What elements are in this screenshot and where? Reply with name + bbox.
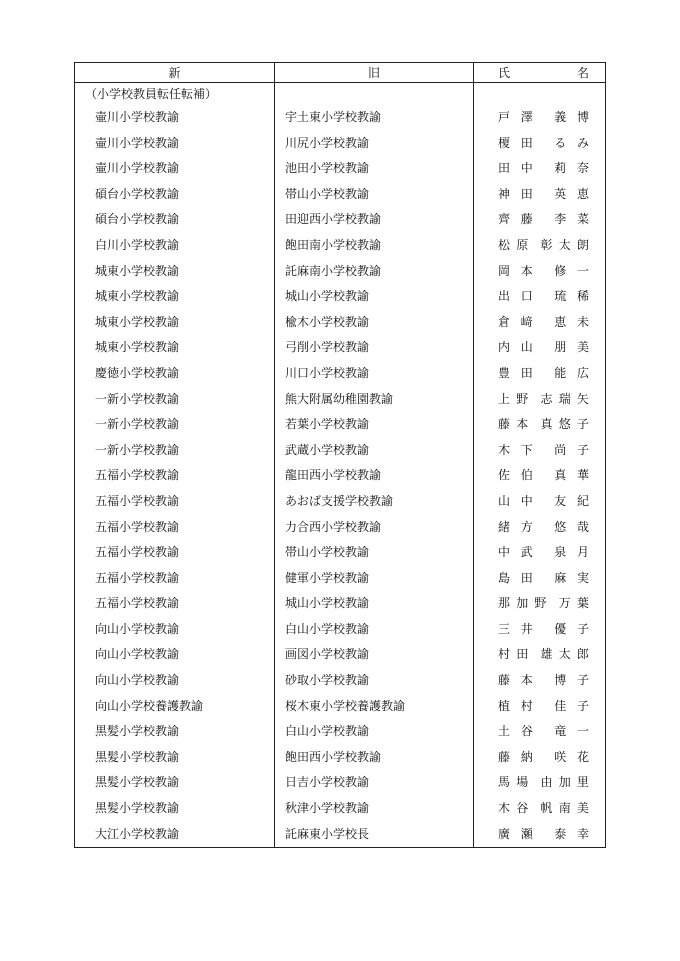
name-char: 出 <box>498 289 511 304</box>
new-position: 一新小学校教諭 <box>75 387 275 413</box>
name-char: 真 <box>554 468 567 483</box>
person-name <box>474 463 606 489</box>
table-row <box>75 105 606 131</box>
old-position: あおば支援学校教諭 <box>275 489 474 515</box>
name-char: 莉 <box>554 161 567 176</box>
table-row <box>75 412 606 438</box>
person-name <box>474 540 606 566</box>
new-position: 黒髪小学校教諭 <box>75 770 275 796</box>
table-row <box>75 131 606 157</box>
name-char: 中 <box>498 545 511 560</box>
person-name <box>474 207 606 233</box>
person-name-characters <box>498 131 589 157</box>
name-char: 戸 <box>498 110 511 124</box>
name-char: 悠 <box>554 519 567 534</box>
name-char: 博 <box>576 110 589 124</box>
name-char: 義 <box>554 110 567 124</box>
name-char: 朋 <box>554 340 567 355</box>
new-position: 一新小学校教諭 <box>75 438 275 464</box>
name-char: 藤 <box>498 673 511 688</box>
person-name-characters <box>498 822 589 848</box>
new-position: 向山小学校教諭 <box>75 642 275 668</box>
name-char: 子 <box>576 621 589 636</box>
name-char: 﨑 <box>520 314 533 329</box>
name-char: 瀬 <box>520 826 533 841</box>
person-name-characters <box>498 489 589 515</box>
name-char: 咲 <box>554 749 567 764</box>
name-char: 齊 <box>498 212 511 227</box>
name-char: 彰 <box>540 237 553 252</box>
name-char: 未 <box>576 314 589 329</box>
table-row <box>75 463 606 489</box>
new-position: 碩台小学校教諭 <box>75 182 275 208</box>
new-position: 五福小学校教諭 <box>75 515 275 541</box>
person-name-characters <box>498 617 589 643</box>
person-name <box>474 566 606 592</box>
new-position: 黒髪小学校教諭 <box>75 745 275 771</box>
name-char: 山 <box>498 493 511 508</box>
person-name-characters <box>498 105 589 131</box>
old-position: 弓削小学校教諭 <box>275 335 474 361</box>
new-position: 城東小学校教諭 <box>75 335 275 361</box>
person-name <box>474 233 606 259</box>
new-position: 壷川小学校教諭 <box>75 105 275 131</box>
name-char: 奈 <box>576 161 589 176</box>
person-name <box>474 284 606 310</box>
table-row <box>75 515 606 541</box>
header-old: 旧 <box>275 63 474 83</box>
name-char: 豊 <box>498 365 511 380</box>
new-position: 向山小学校養護教諭 <box>75 694 275 720</box>
name-char: 本 <box>520 673 533 688</box>
person-name <box>474 642 606 668</box>
old-position: 宇土東小学校教諭 <box>275 105 474 131</box>
name-char: 志 <box>540 391 553 406</box>
name-char: 田 <box>520 135 533 150</box>
name-char: 幸 <box>576 826 589 841</box>
name-char: 田 <box>520 365 533 380</box>
name-char: 能 <box>554 365 567 380</box>
name-char: 緒 <box>498 519 511 534</box>
name-char: 下 <box>520 442 533 457</box>
name-char: 谷 <box>520 724 533 739</box>
name-char: 泉 <box>554 545 567 560</box>
name-char: 郎 <box>576 647 589 662</box>
old-position: 力合西小学校教諭 <box>275 515 474 541</box>
person-name-characters <box>498 156 589 182</box>
header-name-char: 名 <box>576 66 589 80</box>
name-char: 榎 <box>498 135 511 150</box>
name-char: 土 <box>498 724 511 739</box>
name-char: 加 <box>558 775 571 790</box>
person-name-characters <box>498 515 589 541</box>
person-name-characters <box>498 668 589 694</box>
old-position: 若葉小学校教諭 <box>275 412 474 438</box>
name-char: 木 <box>498 442 511 457</box>
name-char: 恵 <box>576 186 589 201</box>
header-name-char: 氏 <box>498 66 511 80</box>
name-char: 菜 <box>576 212 589 227</box>
name-char: 朗 <box>576 237 589 252</box>
name-char: 修 <box>554 263 567 278</box>
name-char: 田 <box>520 570 533 585</box>
table-row <box>75 310 606 336</box>
table-row <box>75 745 606 771</box>
name-char: 子 <box>576 673 589 688</box>
table-row <box>75 156 606 182</box>
person-name-characters <box>498 719 589 745</box>
person-name-characters <box>498 694 589 720</box>
table-row <box>75 182 606 208</box>
new-position: 大江小学校教諭 <box>75 822 275 848</box>
old-position: 飽田西小学校教諭 <box>275 745 474 771</box>
old-position: 池田小学校教諭 <box>275 156 474 182</box>
name-char: 植 <box>498 698 511 713</box>
new-position: 城東小学校教諭 <box>75 284 275 310</box>
new-position: 向山小学校教諭 <box>75 617 275 643</box>
name-char: 三 <box>498 621 511 636</box>
name-char: 稀 <box>576 289 589 304</box>
new-position: 黒髪小学校教諭 <box>75 796 275 822</box>
old-position: 龍田西小学校教諭 <box>275 463 474 489</box>
name-char: 尚 <box>554 442 567 457</box>
name-char: 佐 <box>498 468 511 483</box>
old-position: 託麻東小学校長 <box>275 822 474 848</box>
old-position: 川尻小学校教諭 <box>275 131 474 157</box>
person-name <box>474 412 606 438</box>
name-char: 村 <box>520 698 533 713</box>
name-char: 佳 <box>554 698 567 713</box>
person-name-characters <box>498 361 589 387</box>
person-name <box>474 489 606 515</box>
person-name-characters <box>498 591 589 617</box>
name-char: 子 <box>576 442 589 457</box>
name-char: 太 <box>558 237 571 252</box>
name-char: 月 <box>576 545 589 560</box>
person-name-characters <box>498 566 589 592</box>
old-position: 帯山小学校教諭 <box>275 540 474 566</box>
name-char: 木 <box>498 801 511 816</box>
section-row <box>75 83 606 106</box>
name-char: 由 <box>540 775 553 790</box>
old-position: 城山小学校教諭 <box>275 284 474 310</box>
person-name-characters <box>498 796 589 822</box>
name-char: 野 <box>516 391 529 406</box>
new-position: 一新小学校教諭 <box>75 412 275 438</box>
person-name-characters <box>498 412 589 438</box>
personnel-table-sheet <box>74 62 605 848</box>
name-char: 場 <box>516 775 529 790</box>
name-char: 泰 <box>554 826 567 841</box>
table-row <box>75 233 606 259</box>
name-char: 一 <box>576 263 589 278</box>
table-row <box>75 438 606 464</box>
person-name <box>474 822 606 848</box>
name-char: 子 <box>576 417 589 432</box>
name-char: 井 <box>520 621 533 636</box>
name-char: 田 <box>498 161 511 176</box>
name-char: 澤 <box>520 110 533 124</box>
person-name <box>474 770 606 796</box>
person-name <box>474 745 606 771</box>
new-position: 五福小学校教諭 <box>75 463 275 489</box>
name-char: 藤 <box>498 417 511 432</box>
name-char: 一 <box>576 724 589 739</box>
table-row <box>75 207 606 233</box>
person-name <box>474 361 606 387</box>
name-char: 恵 <box>554 314 567 329</box>
name-char: 原 <box>516 237 529 252</box>
name-char: 帆 <box>540 801 553 816</box>
new-position: 黒髪小学校教諭 <box>75 719 275 745</box>
name-char: 野 <box>534 596 547 611</box>
name-char: 南 <box>558 801 571 816</box>
person-name-characters <box>498 207 589 233</box>
name-char: 万 <box>558 596 571 611</box>
name-char: 博 <box>554 673 567 688</box>
table-row <box>75 770 606 796</box>
name-char: 美 <box>576 801 589 816</box>
old-position: 熊大附属幼稚園教諭 <box>275 387 474 413</box>
person-name-characters <box>498 438 589 464</box>
name-char: 里 <box>576 775 589 790</box>
person-name <box>474 387 606 413</box>
name-char: 谷 <box>516 801 529 816</box>
old-position: 桜木東小学校養護教諭 <box>275 694 474 720</box>
name-char: 琉 <box>554 289 567 304</box>
person-name-characters <box>498 182 589 208</box>
name-char: 倉 <box>498 314 511 329</box>
new-position: 城東小学校教諭 <box>75 259 275 285</box>
name-char: 方 <box>520 519 533 534</box>
name-char: 李 <box>554 212 567 227</box>
name-char: 本 <box>516 417 529 432</box>
person-name-characters <box>498 335 589 361</box>
new-position: 壷川小学校教諭 <box>75 131 275 157</box>
table-row <box>75 617 606 643</box>
name-char: 美 <box>576 340 589 355</box>
name-char: 子 <box>576 698 589 713</box>
person-name <box>474 131 606 157</box>
old-position: 白山小学校教諭 <box>275 719 474 745</box>
person-name-characters <box>498 463 589 489</box>
new-position: 碩台小学校教諭 <box>75 207 275 233</box>
new-position: 城東小学校教諭 <box>75 310 275 336</box>
table-row <box>75 566 606 592</box>
table-row <box>75 284 606 310</box>
person-name-characters <box>498 233 589 259</box>
person-name <box>474 719 606 745</box>
old-position: 田迎西小学校教諭 <box>275 207 474 233</box>
person-name <box>474 259 606 285</box>
old-position: 画図小学校教諭 <box>275 642 474 668</box>
table-row <box>75 642 606 668</box>
name-char: 英 <box>554 186 567 201</box>
name-char: 藤 <box>498 749 511 764</box>
name-char: 友 <box>554 493 567 508</box>
old-position: 砂取小学校教諭 <box>275 668 474 694</box>
name-char: る <box>554 135 567 150</box>
old-position: 武蔵小学校教諭 <box>275 438 474 464</box>
header-row <box>75 63 606 83</box>
name-char: 本 <box>520 263 533 278</box>
old-position: 飽田南小学校教諭 <box>275 233 474 259</box>
table-row <box>75 489 606 515</box>
new-position: 慶徳小学校教諭 <box>75 361 275 387</box>
name-char: 矢 <box>576 391 589 406</box>
new-position: 五福小学校教諭 <box>75 591 275 617</box>
table-row <box>75 387 606 413</box>
person-name <box>474 694 606 720</box>
name-char: 那 <box>498 596 511 611</box>
person-name-characters <box>498 259 589 285</box>
name-char: 松 <box>498 237 511 252</box>
personnel-table <box>74 62 606 848</box>
person-name-characters <box>498 284 589 310</box>
name-char: 田 <box>520 186 533 201</box>
name-char: 村 <box>498 647 511 662</box>
new-position: 向山小学校教諭 <box>75 668 275 694</box>
person-name <box>474 591 606 617</box>
name-char: 紀 <box>576 493 589 508</box>
name-char: 島 <box>498 570 511 585</box>
name-char: 藤 <box>520 212 533 227</box>
person-name <box>474 668 606 694</box>
person-name <box>474 335 606 361</box>
header-name <box>474 63 606 83</box>
name-char: 中 <box>520 161 533 176</box>
old-position: 健軍小学校教諭 <box>275 566 474 592</box>
person-name-characters <box>498 540 589 566</box>
section-empty-cell <box>275 83 474 106</box>
person-name <box>474 617 606 643</box>
table-row <box>75 361 606 387</box>
name-char: 口 <box>520 289 533 304</box>
name-char: 内 <box>498 340 511 355</box>
name-char: 神 <box>498 186 511 201</box>
name-char: 華 <box>576 468 589 483</box>
person-name-characters <box>498 745 589 771</box>
old-position: 秋津小学校教諭 <box>275 796 474 822</box>
old-position: 楡木小学校教諭 <box>275 310 474 336</box>
name-char: 加 <box>516 596 529 611</box>
name-char: 優 <box>554 621 567 636</box>
name-char: 真 <box>540 417 553 432</box>
table-row <box>75 540 606 566</box>
person-name <box>474 438 606 464</box>
name-char: 岡 <box>498 263 511 278</box>
old-position: 帯山小学校教諭 <box>275 182 474 208</box>
name-char: 田 <box>516 647 529 662</box>
person-name-characters <box>498 387 589 413</box>
header-new: 新 <box>75 63 275 83</box>
old-position: 白山小学校教諭 <box>275 617 474 643</box>
table-row <box>75 796 606 822</box>
name-char: 花 <box>576 749 589 764</box>
name-char: 瑞 <box>558 391 571 406</box>
name-char: 伯 <box>520 468 533 483</box>
name-char: 馬 <box>498 775 511 790</box>
name-char: 納 <box>520 749 533 764</box>
new-position: 白川小学校教諭 <box>75 233 275 259</box>
name-char: 哉 <box>576 519 589 534</box>
name-char: 山 <box>520 340 533 355</box>
name-char: 中 <box>520 493 533 508</box>
name-char: 竜 <box>554 724 567 739</box>
name-char: 上 <box>498 391 511 406</box>
table-row <box>75 719 606 745</box>
table-row <box>75 822 606 848</box>
old-position: 日吉小学校教諭 <box>275 770 474 796</box>
new-position: 五福小学校教諭 <box>75 566 275 592</box>
new-position: 壷川小学校教諭 <box>75 156 275 182</box>
person-name <box>474 156 606 182</box>
name-char: 麻 <box>554 570 567 585</box>
name-char: 広 <box>576 365 589 380</box>
table-row <box>75 259 606 285</box>
person-name <box>474 796 606 822</box>
old-position: 川口小学校教諭 <box>275 361 474 387</box>
table-row <box>75 335 606 361</box>
person-name-characters <box>498 642 589 668</box>
section-empty-cell <box>474 83 606 106</box>
person-name-characters <box>498 310 589 336</box>
name-char: 雄 <box>540 647 553 662</box>
name-char: 武 <box>520 545 533 560</box>
person-name <box>474 105 606 131</box>
section-label: （小学校教員転任転補） <box>75 83 275 106</box>
table-row <box>75 668 606 694</box>
new-position: 五福小学校教諭 <box>75 489 275 515</box>
person-name <box>474 310 606 336</box>
table-row <box>75 591 606 617</box>
old-position: 託麻南小学校教諭 <box>275 259 474 285</box>
name-char: 廣 <box>498 826 511 841</box>
name-char: 悠 <box>558 417 571 432</box>
person-name <box>474 182 606 208</box>
name-char: 太 <box>558 647 571 662</box>
person-name <box>474 515 606 541</box>
person-name-characters <box>498 770 589 796</box>
new-position: 五福小学校教諭 <box>75 540 275 566</box>
old-position: 城山小学校教諭 <box>275 591 474 617</box>
name-char: み <box>576 135 589 150</box>
table-row <box>75 694 606 720</box>
name-char: 実 <box>576 570 589 585</box>
name-char: 葉 <box>576 596 589 611</box>
